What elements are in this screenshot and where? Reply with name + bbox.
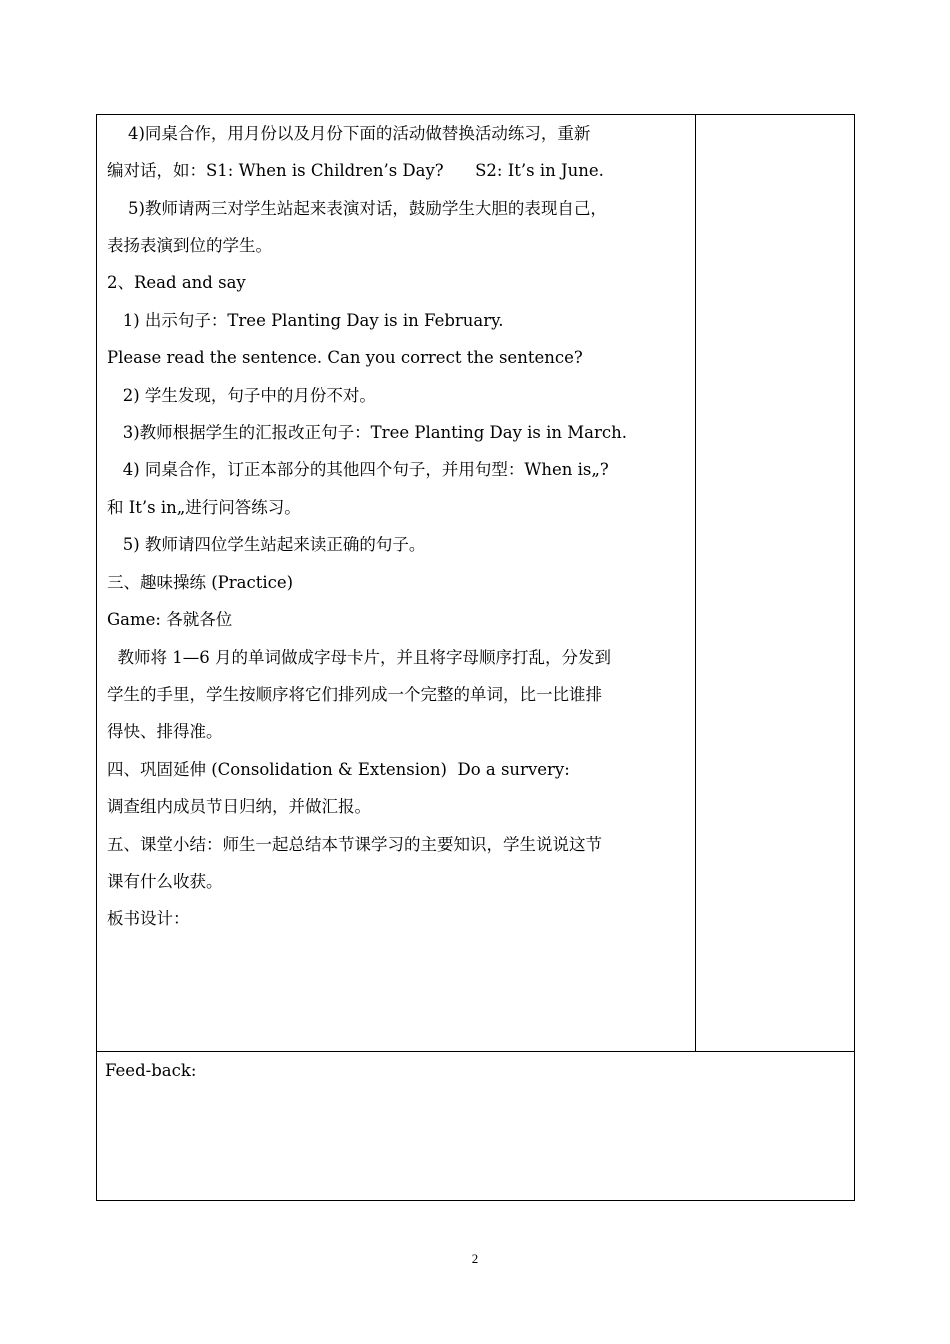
content-line: 和 It’s in„进行问答练习。 [107,498,301,517]
content-line: 4)同桌合作，用月份以及月份下面的活动做替换活动练习，重新 [107,124,591,143]
content-line: 教师将 1—6 月的单词做成字母卡片，并且将字母顺序打乱，分发到 [107,648,611,667]
content-line: 学生的手里，学生按顺序将它们排列成一个完整的单词，比一比谁排 [107,685,602,704]
content-line: 得快、排得准。 [107,722,223,741]
content-line: 表扬表演到位的学生。 [107,236,272,255]
content-line: 2) 学生发现，句子中的月份不对。 [107,386,376,405]
content-line: 调查组内成员节日归纳，并做汇报。 [107,797,371,816]
content-line: 3)教师根据学生的汇报改正句子：Tree Planting Day is in March. [107,423,628,442]
content-line: 编对话，如：S1: When is Children’s Day? S2: It’s in June. [107,161,604,180]
content-line: 五、课堂小结：师生一起总结本节课学习的主要知识，学生说说这节 [107,835,602,854]
feedback-label: Feed-back: [105,1061,197,1080]
row-divider [97,1051,854,1052]
content-line: 4) 同桌合作，订正本部分的其他四个句子，并用句型：When is„? [107,460,609,479]
content-line: 四、巩固延伸 (Consolidation & Extension) Do a survery: [107,760,570,779]
content-line: 三、趣味操练 (Practice) [107,573,294,592]
page-number: 2 [471,1251,479,1266]
content-line: 1) 出示句子：Tree Planting Day is in February. [107,311,504,330]
column-divider [695,115,696,1051]
content-line: 板书设计： [107,909,190,928]
content-line: 5) 教师请四位学生站起来读正确的句子。 [107,535,426,554]
content-line: 5)教师请两三对学生站起来表演对话，鼓励学生大胆的表现自己， [107,199,607,218]
content-line: 2、Read and say [107,273,246,292]
content-line: 课有什么收获。 [107,872,223,891]
content-line: Game: 各就各位 [107,610,233,629]
lesson-plan-table [96,114,855,1201]
content-line: Please read the sentence. Can you correct the sentence? [107,348,583,367]
